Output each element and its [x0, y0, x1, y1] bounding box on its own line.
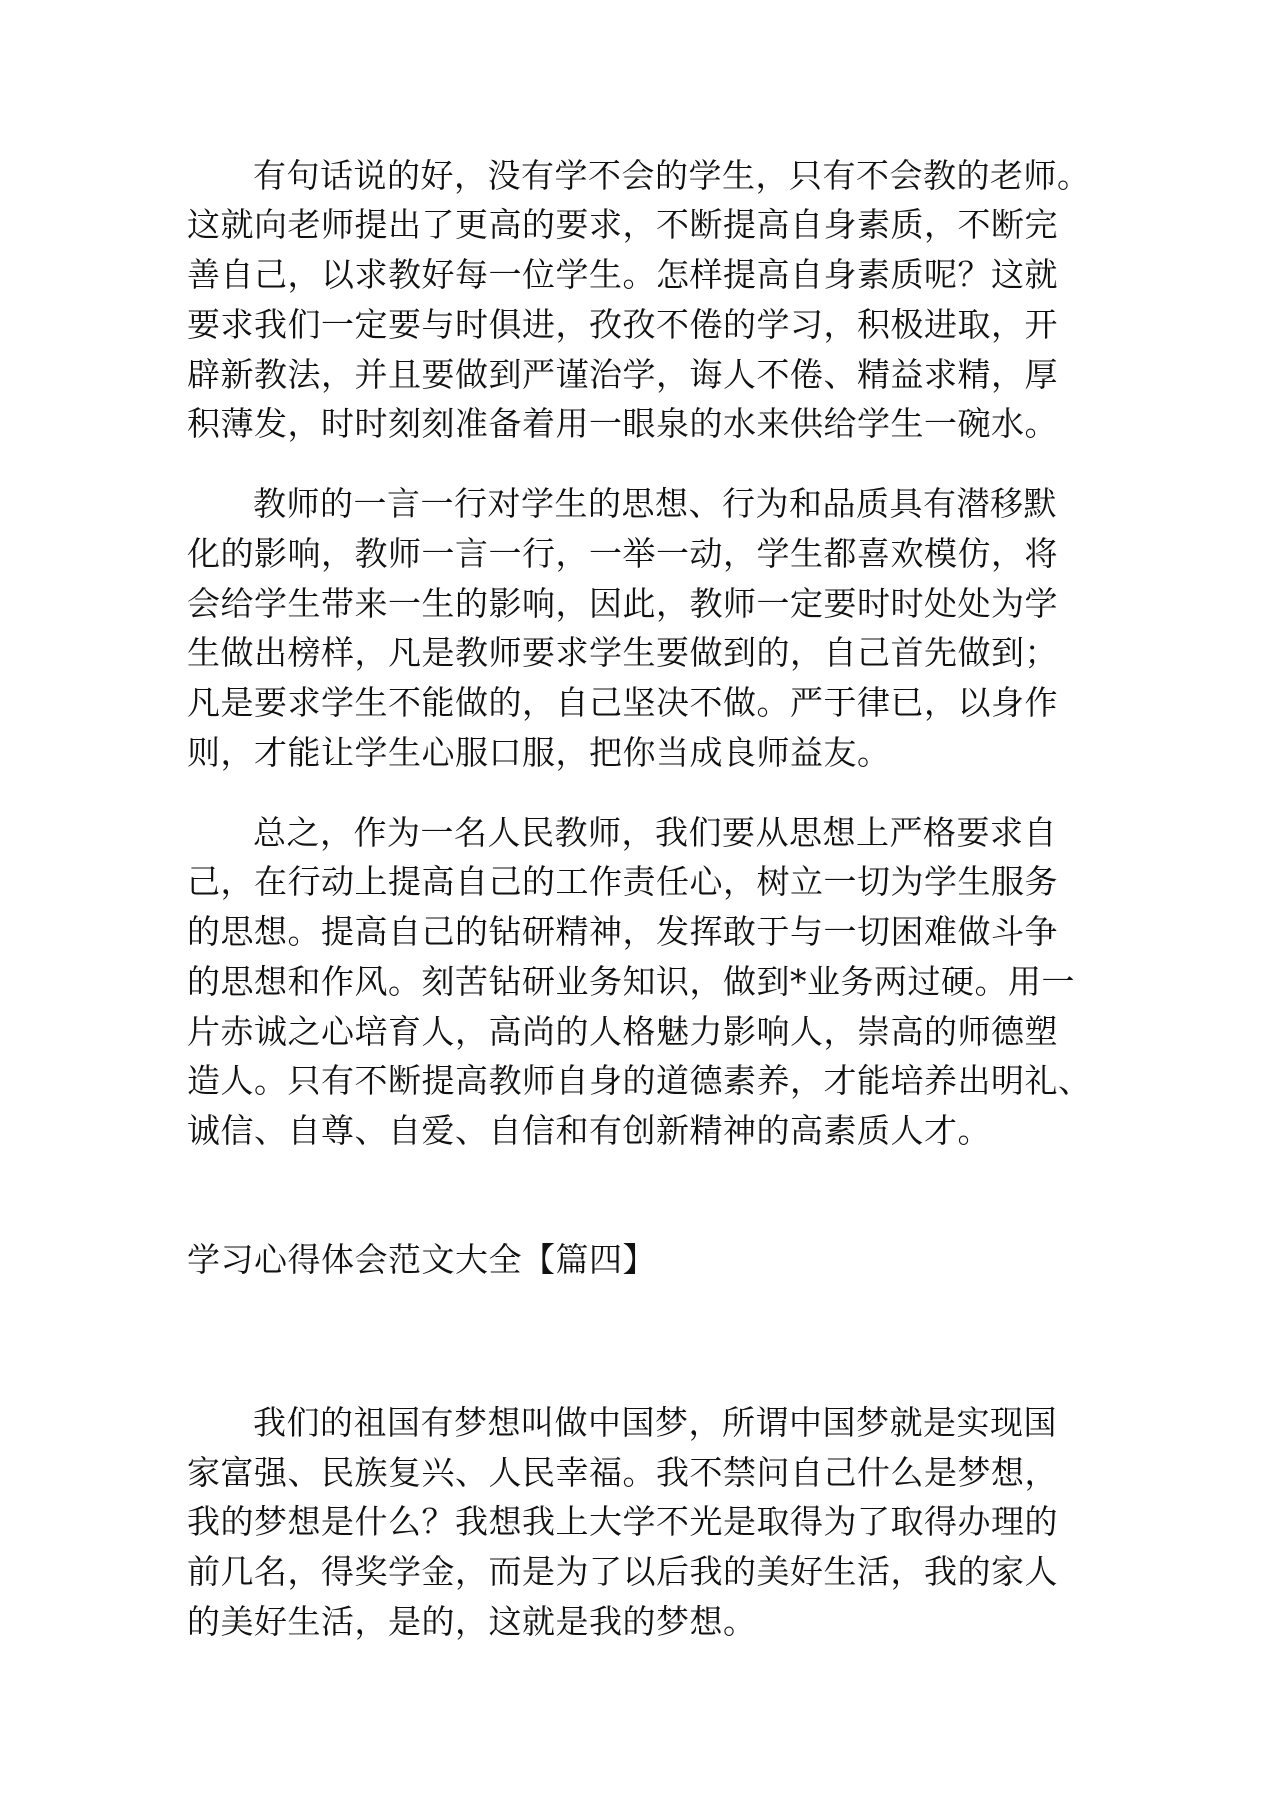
paragraph-line: 教师的一言一行对学生的思想、行为和品质具有潜移默 — [253, 484, 1057, 523]
paragraph-line: 我的梦想是什么？我想我上大学不光是取得为了取得办理的 — [187, 1502, 1058, 1541]
paragraph-line: 生做出榜样，凡是教师要求学生要做到的，自己首先做到； — [187, 633, 1058, 672]
paragraph-line: 会给学生带来一生的影响，因此，教师一定要时时处处为学 — [187, 584, 1058, 623]
paragraph-line: 凡是要求学生不能做的，自己坚决不做。严于律已，以身作 — [187, 683, 1058, 722]
paragraph-line: 的美好生活，是的，这就是我的梦想。 — [187, 1602, 757, 1641]
paragraph-line: 片赤诚之心培育人，高尚的人格魅力影响人，崇高的师德塑 — [187, 1012, 1058, 1051]
paragraph-line: 的思想。提高自己的钻研精神，发挥敢于与一切困难做斗争 — [187, 912, 1058, 951]
paragraph-line: 善自己，以求教好每一位学生。怎样提高自身素质呢？这就 — [187, 255, 1058, 294]
section-heading: 学习心得体会范文大全【篇四】 — [187, 1240, 656, 1279]
paragraph-line: 化的影响，教师一言一行，一举一动，学生都喜欢模仿，将 — [187, 534, 1058, 573]
paragraph-line: 家富强、民族复兴、人民幸福。我不禁问自己什么是梦想， — [187, 1453, 1058, 1492]
paragraph-line: 总之，作为一名人民教师，我们要从思想上严格要求自 — [253, 813, 1057, 852]
paragraph-line: 己，在行动上提高自己的工作责任心，树立一切为学生服务 — [187, 862, 1058, 901]
paragraph-line: 积薄发，时时刻刻准备着用一眼泉的水来供给学生一碗水。 — [187, 404, 1058, 443]
paragraph-line: 则，才能让学生心服口服，把你当成良师益友。 — [187, 733, 891, 772]
paragraph-line: 诚信、自尊、自爱、自信和有创新精神的高素质人才。 — [187, 1111, 991, 1150]
paragraph-line: 要求我们一定要与时俱进，孜孜不倦的学习，积极进取，开 — [187, 305, 1058, 344]
paragraph-line: 辟新教法，并且要做到严谨治学，诲人不倦、精益求精，厚 — [187, 355, 1058, 394]
paragraph-line: 有句话说的好，没有学不会的学生，只有不会教的老师。 — [253, 156, 1091, 195]
paragraph-line: 我们的祖国有梦想叫做中国梦，所谓中国梦就是实现国 — [253, 1403, 1057, 1442]
paragraph-line: 前几名，得奖学金，而是为了以后我的美好生活，我的家人 — [187, 1552, 1058, 1591]
paragraph-line: 的思想和作风。刻苦钻研业务知识，做到*业务两过硬。用一 — [187, 962, 1075, 1001]
paragraph-line: 造人。只有不断提高教师自身的道德素养，才能培养出明礼、 — [187, 1061, 1092, 1100]
paragraph-line: 这就向老师提出了更高的要求，不断提高自身素质，不断完 — [187, 205, 1058, 244]
